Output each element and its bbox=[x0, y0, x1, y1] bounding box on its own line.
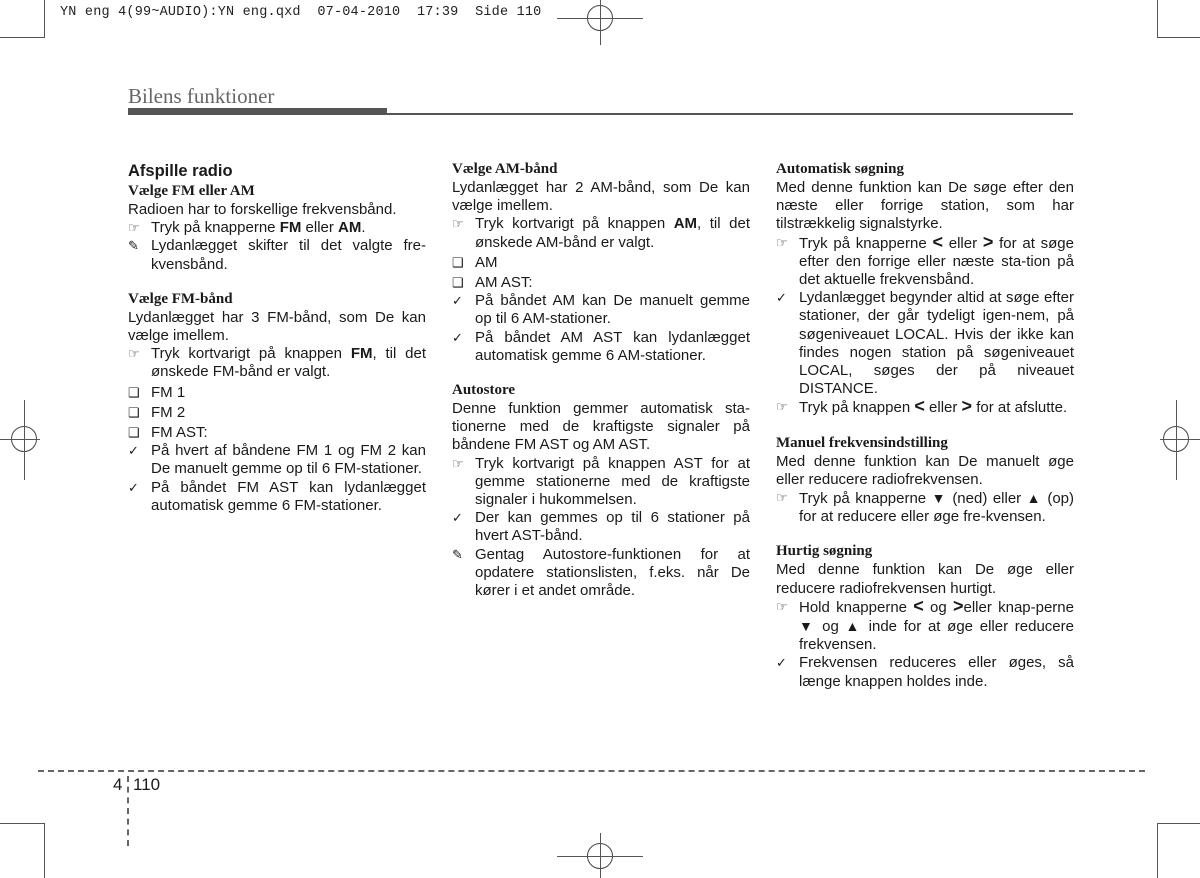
check-icon: ✓ bbox=[776, 290, 787, 306]
list-item: ☞ Tryk på knapperne ▼ (ned) eller ▲ (op) for at reducere eller øge fre-kvensen. bbox=[776, 490, 1075, 526]
chevron-right-icon: > bbox=[961, 396, 973, 417]
footer-rule bbox=[38, 770, 1145, 772]
triangle-up-icon: ▲ bbox=[845, 618, 862, 635]
pointer-icon: ☞ bbox=[452, 455, 464, 471]
box-icon: ❑ bbox=[128, 404, 140, 420]
list-item: ❑ AM bbox=[452, 253, 498, 271]
list-item: ✓ Der kan gemmes op til 6 stationer på hvert AST-bånd. bbox=[452, 509, 750, 545]
box-icon: ❑ bbox=[452, 275, 464, 291]
check-icon: ✓ bbox=[452, 329, 463, 345]
crop-mark bbox=[1157, 823, 1158, 878]
crop-mark bbox=[1157, 823, 1200, 824]
crop-mark bbox=[1157, 37, 1200, 38]
subheading-auto-search: Automatisk søgning bbox=[776, 161, 904, 177]
list-item: ☞ Tryk på knappen < eller > for at afslutte. bbox=[776, 396, 1068, 417]
box-icon: ❑ bbox=[128, 384, 140, 400]
chevron-left-icon: < bbox=[932, 231, 943, 252]
page-number: 110 bbox=[133, 775, 161, 794]
footer-divider bbox=[127, 776, 129, 846]
box-icon: ❑ bbox=[452, 254, 464, 270]
paragraph: Med denne funktion kan De søge efter den næste eller forrige station, som har tilstrækkelig signalstyrke. bbox=[776, 179, 1074, 233]
list-item: ☞ Tryk på knapperne < eller > for at søge efter den forrige eller næste sta-tion på det aktuelle frekvensbånd. bbox=[776, 231, 1074, 289]
check-icon: ✓ bbox=[128, 443, 139, 459]
chapter-number: 4 bbox=[113, 775, 123, 794]
list-item: ❑ FM 2 bbox=[128, 403, 186, 421]
section-title: Bilens funktioner bbox=[128, 84, 275, 108]
list-item: ✎ Gentag Autostore-funktionen for at opdatere stationslisten, f.eks. når De kører i et andet område. bbox=[452, 545, 750, 600]
crop-mark bbox=[1157, 0, 1158, 38]
chevron-left-icon: < bbox=[914, 396, 925, 417]
list-item: ✓ På båndet FM AST kan lydanlægget automatisk gemme 6 FM-stationer. bbox=[128, 478, 426, 514]
crop-mark bbox=[0, 823, 44, 824]
pointer-icon: ☞ bbox=[128, 220, 140, 236]
pointer-icon: ☞ bbox=[776, 598, 788, 614]
check-icon: ✓ bbox=[452, 293, 463, 309]
list-item: ☞ Tryk på knapperne FM eller AM. bbox=[128, 219, 366, 237]
subheading-fast-search: Hurtig søgning bbox=[776, 543, 873, 560]
chevron-right-icon: > bbox=[952, 595, 964, 616]
paragraph: Denne funktion gemmer automatisk sta-tionerne med de kraftigste signaler på båndene FM AST og AM AST. bbox=[452, 400, 750, 454]
check-icon: ✓ bbox=[452, 510, 463, 526]
list-item: ☞ Tryk kortvarigt på knappen AM, til det ønskede AM-bånd er valgt. bbox=[452, 215, 750, 251]
crop-mark bbox=[44, 823, 45, 878]
crop-mark bbox=[44, 0, 45, 38]
list-item: ✎ Lydanlægget skifter til det valgte fre-kvensbånd. bbox=[128, 237, 426, 273]
pointer-icon: ☞ bbox=[776, 490, 788, 506]
list-item: ❑ FM 1 bbox=[128, 383, 186, 401]
triangle-down-icon: ▼ bbox=[799, 618, 816, 635]
printer-slug: YN eng 4(99~AUDIO):YN eng.qxd 07-04-2010 17:39 Side 110 bbox=[60, 5, 542, 20]
subheading-fm-band: Vælge FM-bånd bbox=[128, 290, 233, 307]
note-icon: ✎ bbox=[452, 546, 463, 562]
triangle-down-icon: ▼ bbox=[931, 490, 947, 507]
column-3 bbox=[776, 160, 1074, 691]
list-item: ☞ Tryk kortvarigt på knappen AST for at gemme stationerne med de kraftigste signaler i hukommelsen. bbox=[452, 454, 750, 509]
pointer-icon: ☞ bbox=[776, 399, 788, 415]
check-icon: ✓ bbox=[776, 655, 787, 671]
chevron-left-icon: < bbox=[913, 595, 924, 616]
page-heading: Afspille radio bbox=[128, 162, 233, 180]
list-item: ✓ På båndet AM kan De manuelt gemme op til 6 AM-stationer. bbox=[452, 292, 750, 328]
paragraph: Lydanlægget har 3 FM-bånd, som De kan vælge imellem. bbox=[128, 308, 426, 345]
column-2 bbox=[452, 160, 750, 600]
subheading-fm-or-am: Vælge FM eller AM bbox=[128, 183, 255, 199]
paragraph: Lydanlægget har 2 AM-bånd, som De kan vælge imellem. bbox=[452, 179, 750, 215]
pointer-icon: ☞ bbox=[452, 216, 464, 232]
pointer-icon: ☞ bbox=[776, 234, 788, 250]
list-item: ❑ FM AST: bbox=[128, 424, 208, 442]
list-item: ✓ På båndet AM AST kan lydanlægget automatisk gemme 6 AM-stationer. bbox=[452, 328, 750, 364]
check-icon: ✓ bbox=[128, 479, 139, 495]
chevron-right-icon: > bbox=[982, 231, 994, 252]
paragraph: Radioen har to forskellige frekvensbånd. bbox=[128, 201, 397, 218]
list-item: ✓ Lydanlægget begynder altid at søge efter stationer, der går tydeligt igen-nem, på søgeniveauet LOCAL. Hvis der ikke kan findes nogen station på søgeniveauet LOCAL, søges der på niveauet DISTANCE. bbox=[776, 289, 1074, 398]
subheading-manual-tuning: Manuel frekvensindstilling bbox=[776, 434, 948, 451]
list-item: ☞ Hold knapperne < og >eller knap-perne ▼ og ▲ inde for at øge eller reducere frekvensen. bbox=[776, 595, 1074, 654]
subheading-am-band: Vælge AM-bånd bbox=[452, 161, 558, 177]
box-icon: ❑ bbox=[128, 425, 140, 441]
header-bar bbox=[128, 108, 387, 115]
crop-mark bbox=[0, 37, 44, 38]
list-item: ☞ Tryk kortvarigt på knappen FM, til det ønskede FM-bånd er valgt. bbox=[128, 345, 426, 381]
list-item: ✓ Frekvensen reduceres eller øges, så længe knappen holdes inde. bbox=[776, 654, 1074, 690]
triangle-up-icon: ▲ bbox=[1026, 490, 1042, 507]
column-1 bbox=[128, 160, 426, 515]
header-rule bbox=[387, 113, 1073, 115]
list-item: ✓ På hvert af båndene FM 1 og FM 2 kan De manuelt gemme op til 6 FM-stationer. bbox=[128, 442, 426, 478]
paragraph: Med denne funktion kan De manuelt øge eller reducere radiofrekvensen. bbox=[776, 452, 1074, 488]
list-item: ❑ AM AST: bbox=[452, 274, 533, 292]
note-icon: ✎ bbox=[128, 238, 139, 254]
subheading-autostore: Autostore bbox=[452, 382, 516, 399]
pointer-icon: ☞ bbox=[128, 346, 140, 362]
paragraph: Med denne funktion kan De øge eller reducere radiofrekvensen hurtigt. bbox=[776, 561, 1074, 597]
